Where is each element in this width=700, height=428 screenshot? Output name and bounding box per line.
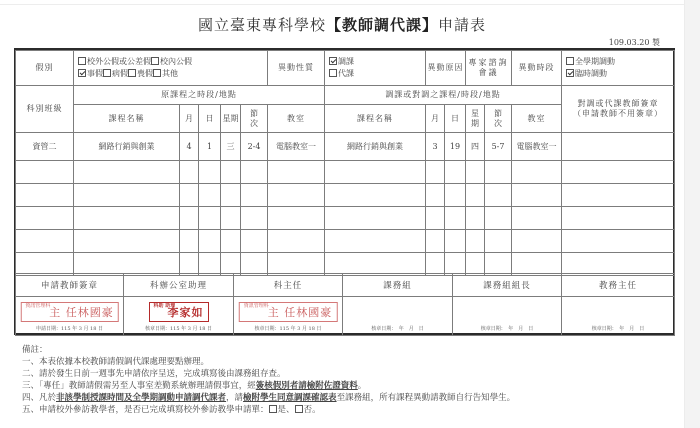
- signature-office-assistant[interactable]: [124, 297, 234, 336]
- signature-applicant[interactable]: [16, 297, 124, 336]
- approval-stamp: 科助 助理李家如: [149, 302, 209, 322]
- col-orig-course: 課程名稱: [74, 105, 180, 133]
- period-option-temporary[interactable]: 臨時調動: [566, 69, 607, 78]
- empty-row: [16, 207, 675, 230]
- cell-orig-period[interactable]: 2-4: [241, 133, 268, 161]
- title-form-type: 【教師調代課】: [325, 16, 438, 34]
- field-trip-no[interactable]: 否: [295, 405, 313, 415]
- period-option-semester[interactable]: 全學期調動: [566, 57, 615, 66]
- checkbox-icon[interactable]: [329, 69, 337, 77]
- signer-header: [562, 86, 675, 133]
- checkbox-icon[interactable]: [103, 69, 111, 77]
- leave-option-funeral[interactable]: 喪假: [128, 69, 153, 78]
- col-new-course: 課程名稱: [325, 105, 426, 133]
- signature-dept-head[interactable]: [234, 297, 343, 336]
- col-new-weekday: 星期: [466, 105, 485, 133]
- approval-date: 申請日期：115 年 3 月 18 日: [35, 326, 104, 332]
- change-period-options: [562, 51, 675, 86]
- signer-header-title: 對調或代課教師簽章: [577, 99, 659, 108]
- top-divider: [0, 4, 684, 5]
- approval-title-course-affairs-leader: 課務組組長: [453, 274, 562, 297]
- change-nature-options: [325, 51, 426, 86]
- notes-heading: 備註：: [22, 345, 48, 355]
- cell-new-day[interactable]: 19: [445, 133, 466, 161]
- col-orig-period: 節次: [241, 105, 268, 133]
- cell-signature[interactable]: [562, 133, 675, 161]
- cell-orig-month[interactable]: 4: [180, 133, 199, 161]
- cell-new-period[interactable]: 5-7: [485, 133, 512, 161]
- signature-academic-dean[interactable]: [562, 297, 675, 336]
- empty-row: [16, 161, 675, 184]
- scrollbar-track[interactable]: [684, 0, 700, 428]
- leave-option-official-out[interactable]: 校外公假或公差假: [78, 57, 151, 66]
- checkbox-icon[interactable]: [269, 405, 277, 413]
- approval-title-office-assistant: 科辦公室助理: [124, 274, 234, 297]
- signature-course-affairs-leader[interactable]: [453, 297, 562, 336]
- checkbox-icon[interactable]: [153, 69, 161, 77]
- cell-class[interactable]: 資管二: [16, 133, 74, 161]
- approval-signature-row: [16, 297, 675, 336]
- note-item-3: 三、「專任」教師請假需另至人事室差勤系統辦理請假事宜，經簽核假別者請檢附佐證資料。: [22, 381, 367, 391]
- note-item-4: 四、凡於非該學制授課時間及全學期調動申請調代課者，請檢附學生同意調課確認表至課務組，所有課程異動請教師自行告知學生。: [22, 393, 516, 403]
- approval-title-applicant: 申請教師簽章: [16, 274, 124, 297]
- leave-option-personal[interactable]: 事假: [78, 69, 103, 78]
- change-nature-label: 異動性質: [268, 51, 325, 86]
- approval-date: 核章日期：115 年 3 月 18 日: [254, 326, 322, 332]
- empty-row: [16, 230, 675, 253]
- signature-course-affairs[interactable]: [343, 297, 453, 336]
- class-header: 科別班級: [16, 86, 74, 133]
- form-edition: 109.03.20 製: [608, 38, 660, 47]
- checkbox-icon[interactable]: [151, 57, 159, 65]
- approval-stamp: 資訊管理科主 任林國豪: [239, 302, 338, 322]
- cell-new-month[interactable]: 3: [426, 133, 445, 161]
- leave-type-label: 假別: [16, 51, 74, 86]
- col-orig-day: 日: [199, 105, 221, 133]
- checkbox-icon[interactable]: [78, 57, 86, 65]
- title-school: 國立臺東專科學校: [197, 16, 326, 34]
- field-trip-yes[interactable]: 是: [269, 405, 287, 415]
- approval-title-dept-head: 科主任: [234, 274, 343, 297]
- cell-orig-course[interactable]: 網路行銷與創業: [74, 133, 180, 161]
- cell-new-weekday[interactable]: 四: [466, 133, 485, 161]
- notes-section: [22, 344, 515, 416]
- leave-option-sick[interactable]: 病假: [103, 69, 128, 78]
- col-new-room: 教室: [512, 105, 562, 133]
- note-item-5: 五、申請校外參訪教學者，是否已完成填寫校外參訪教學申請單： 是、 否。: [22, 405, 321, 415]
- table-row: [16, 133, 675, 161]
- approval-title-course-affairs: 課務組: [343, 274, 453, 297]
- nature-option-substitute[interactable]: 代課: [329, 69, 354, 78]
- note-item-1: 一、本表依據本校教師請假調代課處理要點辦理。: [22, 357, 210, 367]
- checkbox-checked-icon[interactable]: [329, 57, 337, 65]
- swap-schedule-header: 調課或對調之課程/時段/地點: [325, 86, 562, 105]
- col-orig-room: 教室: [268, 105, 325, 133]
- col-orig-month: 月: [180, 105, 199, 133]
- checkbox-icon[interactable]: [566, 57, 574, 65]
- empty-row: [16, 184, 675, 207]
- change-reason-value[interactable]: 專家諮詢會議: [466, 51, 512, 86]
- cell-orig-day[interactable]: 1: [199, 133, 221, 161]
- approval-date: 核章日期： 年 月 日: [591, 326, 645, 332]
- approval-title-academic-dean: 教務主任: [562, 274, 675, 297]
- checkbox-checked-icon[interactable]: [566, 69, 574, 77]
- cell-new-room[interactable]: 電腦教室一: [512, 133, 562, 161]
- original-schedule-header: 原課程之時段/地點: [74, 86, 325, 105]
- col-new-month: 月: [426, 105, 445, 133]
- change-period-label: 異動時段: [512, 51, 562, 86]
- approval-date: 核章日期： 年 月 日: [480, 326, 534, 332]
- cell-orig-weekday[interactable]: 三: [221, 133, 241, 161]
- cell-orig-room[interactable]: 電腦教室一: [268, 133, 325, 161]
- leave-option-official-in[interactable]: 校內公假: [151, 57, 192, 66]
- col-new-day: 日: [445, 105, 466, 133]
- checkbox-icon[interactable]: [128, 69, 136, 77]
- checkbox-checked-icon[interactable]: [78, 69, 86, 77]
- note-item-2: 二、請於發生日前一週事先申請依序呈送，完成填寫後由課務組存查。: [22, 369, 286, 379]
- leave-option-other[interactable]: 其他: [153, 69, 178, 78]
- schedule-table: [15, 50, 675, 276]
- change-reason-label: 異動原因: [426, 51, 466, 86]
- approval-date: 核章日期： 年 月 日: [371, 326, 424, 332]
- approval-table: [15, 273, 675, 336]
- col-orig-weekday: 星期: [221, 105, 241, 133]
- signer-header-note: （申請教師不用簽章）: [573, 109, 664, 118]
- checkbox-icon[interactable]: [295, 405, 303, 413]
- section-header-row: [16, 86, 675, 105]
- leave-row: [16, 51, 675, 86]
- approval-header-row: [16, 274, 675, 297]
- form-title: [0, 14, 684, 35]
- nature-option-swap[interactable]: 調課: [329, 57, 354, 66]
- col-new-period: 節次: [485, 105, 512, 133]
- approval-stamp: 資訊管理科主 任林國豪: [20, 302, 119, 322]
- approval-date: 核章日期：115 年 3 月 18 日: [144, 326, 213, 332]
- cell-new-course[interactable]: 網路行銷與創業: [325, 133, 426, 161]
- leave-type-options: [74, 51, 268, 86]
- title-suffix: 申請表: [438, 16, 487, 34]
